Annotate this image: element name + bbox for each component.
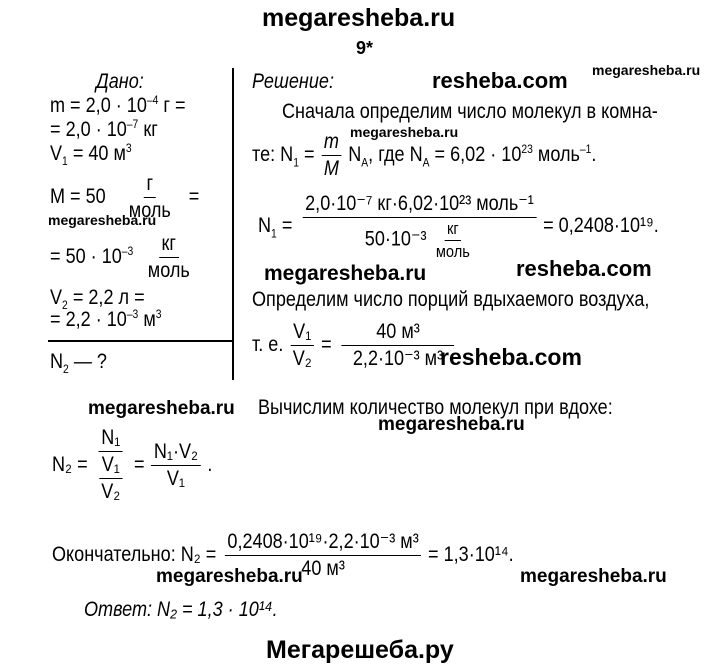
given-molar-mass: M = 50 $\frac{г}{\text{моль}}$ = — [50, 172, 200, 223]
problem-number: 9* — [356, 38, 374, 58]
watermark-center-low: megaresheba.ru — [378, 414, 525, 435]
given-volume1: $V_1 = 40$ $м^3$ — [50, 141, 132, 169]
watermark-small-2: megaresheba.ru — [350, 124, 459, 140]
solution-paragraph-2: Определим число порций вдыхаемого воздуха, — [252, 288, 650, 311]
watermark-top-right: megaresheba.ru — [592, 62, 701, 78]
answer: Ответ: N₂ = 1,3 · 10¹⁴. — [84, 598, 278, 621]
watermark-bottom-right: megaresheba.ru — [520, 566, 667, 587]
vertical-divider — [232, 68, 234, 380]
watermark-left-low: megaresheba.ru — [88, 398, 235, 419]
solution-paragraph-3: Вычислим количество молекул при вдохе: — [258, 396, 613, 419]
solution-ratio: т. е. $\frac{\text{V₁}}{\text{V₂}}$ = $\frac{\text{40 м³}}{\text{2,2·10⁻³ м³}}$ — [252, 320, 456, 371]
watermark-resheba-2: resheba.com — [516, 256, 652, 281]
watermark-small-1: megaresheba.ru — [48, 212, 157, 228]
watermark-resheba-1: resheba.com — [432, 68, 568, 93]
find-quantity: $N_2$ — ? — [50, 350, 107, 377]
given-mass-line1: $m = 2,0 \cdot 10^{-4}$ г = — [50, 93, 186, 117]
given-molar-mass-si: = $50 \cdot 10^{-3}$ $\frac{кг}{\text{моль}}$ — [50, 232, 190, 283]
header-watermark: megaresheba.ru — [262, 4, 456, 32]
solution-formula-n1: те: $N_1$ = $\frac{m}{M}$ $N_A$, где $N_A = 6,02 \cdot 10^{23}$ моль$^{-1}$. — [252, 130, 597, 181]
watermark-mid: megaresheba.ru — [264, 262, 427, 285]
solution-n1-calculation: $N_1$ = 2,0·10⁻⁷ кг·6,02·10²³ моль⁻¹ 50·10⁻³ $\frac{кг}{\text{моль}}$ = 0,2408·10¹⁹. — [258, 192, 659, 261]
given-heading: Дано: — [96, 70, 144, 93]
final-calculation: Окончательно: N₂ = $\frac{\text{0,2408·10¹⁹·2,2·10⁻³ м³}}{\text{40 м³}}$ = 1,3·10¹⁴. — [52, 530, 514, 581]
watermark-resheba-3: resheba.com — [440, 344, 582, 370]
solution-paragraph-1: Сначала определим число молекул в комна- — [282, 100, 658, 123]
solution-heading: Решение: — [252, 70, 334, 93]
given-volume2: $V_2 = 2,2$ л = — [50, 286, 145, 313]
watermark-bottom-left: megaresheba.ru — [156, 566, 303, 587]
given-divider — [48, 340, 234, 342]
given-mass-line2: = $2,0 \cdot 10^{-7}$ кг — [50, 117, 158, 141]
footer-watermark: Мегарешеба.ру — [266, 636, 454, 664]
solution-n2-formula: N₂ = $\frac{\text{N₁}}{\frac{\text{V₁}}{\text{V₂}}}$ = $\frac{\text{N₁·V₂}}{\text{V₁}}$ . — [52, 426, 213, 504]
given-volume2-si: = $2,2 \cdot 10^{-3}$ $м^3$ — [50, 307, 162, 331]
